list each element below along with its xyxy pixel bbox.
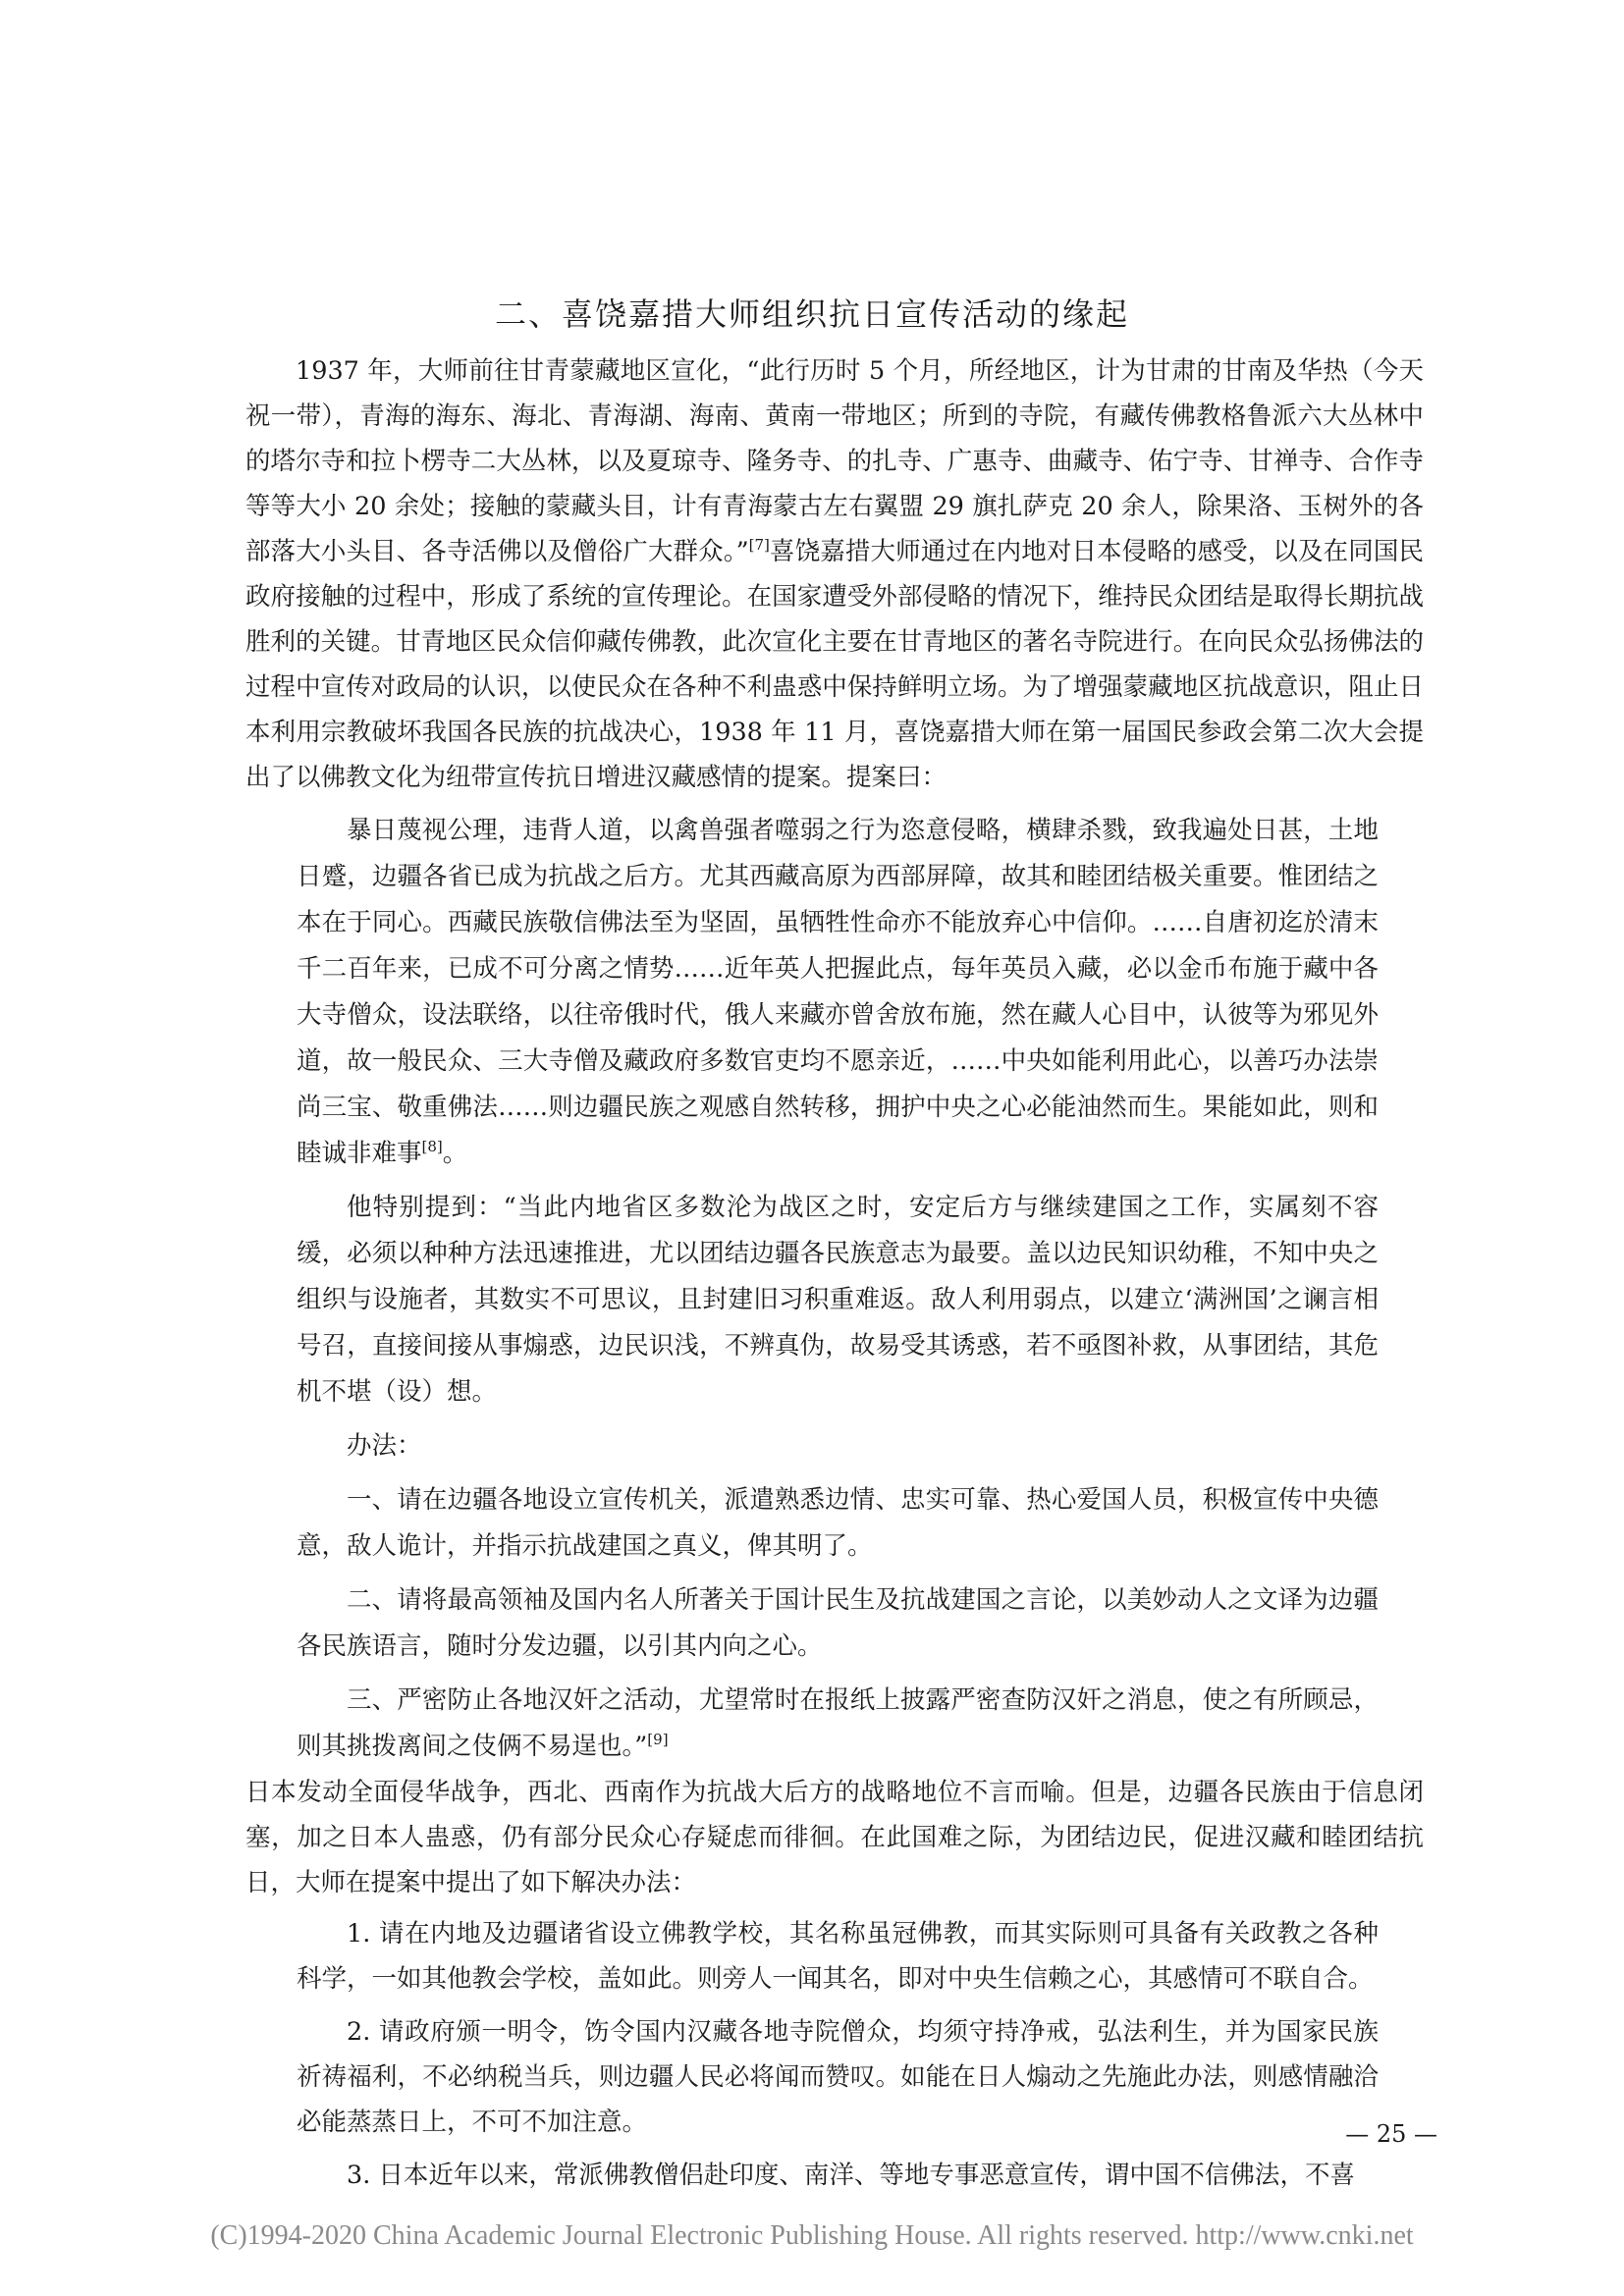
paragraph-1 (245, 348, 1424, 800)
quote-paragraph-3: 办法： (347, 1431, 422, 1461)
list-item-1: 1. 请在内地及边疆诸省设立佛教学校，其名称虽冠佛教，而其实际则可具备有关政教之各种科学，一如其他教会学校，盖如此。则旁人一闻其名，即对中央生信赖之心，其感情可不联自合。 (297, 1919, 1379, 1994)
citation-8: [8] (421, 1138, 443, 1155)
copyright-footer: (C)1994-2020 China Academic Journal Electronic Publishing House. All rights reserved. http://www.cnki.net (210, 2220, 1414, 2251)
article-body (245, 348, 1424, 2206)
quote-paragraph-6 (297, 1678, 1379, 1770)
quote-paragraph-2: 他特别提到：“当此内地省区多数沦为战区之时，安定后方与继续建国之工作，实属刻不容缓，必须以种种方法迅速推进，尤以团结边疆各民族意志为最要。盖以边民知识幼稚，不知中央之组织与设施者，其数实不可思议，且封建旧习积重难返。敌人利用弱点，以建立‘满洲国’之谰言相号召，直接间接从事煽惑，边民识浅，不辨真伪，故易受其诱惑，若不亟图补救，从事团结，其危机不堪（设）想。 (297, 1193, 1379, 1407)
quote-paragraph-4: 一、请在边疆各地设立宣传机关，派遣熟悉边情、忠实可靠、热心爱国人员，积极宣传中央德意，敌人诡计，并指示抗战建国之真义，俾其明了。 (297, 1485, 1379, 1561)
quote-paragraph-1 (297, 808, 1379, 1177)
quote-paragraph-6-text: 三、严密防止各地汉奸之活动，尤望常时在报纸上披露严密查防汉奸之消息，使之有所顾忌，则其挑拨离间之伎俩不易逞也。” (297, 1685, 1379, 1761)
list-item-2: 2. 请政府颁一明令，饬令国内汉藏各地寺院僧众，均须守持净戒，弘法利生，并为国家民族祈祷福利，不必纳税当兵，则边疆人民必将闻而赞叹。如能在日人煽动之先施此办法，则感情融洽必能蒸蒸日上，不可不加注意。 (297, 2017, 1379, 2137)
quote-paragraph-1-text: 暴日蔑视公理，违背人道，以禽兽强者噬弱之行为恣意侵略，横肆杀戮，致我遍处日甚，土地日蹙，边疆各省已成为抗战之后方。尤其西藏高原为西部屏障，故其和睦团结极关重要。惟团结之本在于同心。西藏民族敬信佛法至为坚固，虽牺牲性命亦不能放弃心中信仰。……自唐初迄於清末千二百年来，已成不可分离之情势……近年英人把握此点，每年英员入藏，必以金币布施于藏中各大寺僧众，设法联络，以往帝俄时代，俄人来藏亦曾舍放布施，然在藏人心目中，认彼等为邪见外道，故一般民众、三大寺僧及藏政府多数官吏均不愿亲近，……中央如能利用此心，以善巧办法崇尚三宝、敬重佛法……则边疆民族之观感自然转移，拥护中央之心必能油然而生。果能如此，则和睦诚非难事 (297, 816, 1379, 1168)
quote-paragraph-5: 二、请将最高领袖及国内名人所著关于国计民生及抗战建国之言论，以美妙动人之文译为边疆各民族语言，随时分发边疆，以引其内向之心。 (297, 1585, 1379, 1661)
page-number: — 25 — (1345, 2120, 1437, 2148)
solution-list (297, 1911, 1379, 2198)
paragraph-1-tail: 喜饶嘉措大师通过在内地对日本侵略的感受，以及在同国民政府接触的过程中，形成了系统的宣传理论。在国家遭受外部侵略的情况下，维持民众团结是取得长期抗战胜利的关键。甘青地区民众信仰藏传佛教，此次宣化主要在甘青地区的著名寺院进行。在向民众弘扬佛法的过程中宣传对政局的认识，以使民众在各种不利蛊惑中保持鲜明立场。为了增强蒙藏地区抗战意识，阻止日本利用宗教破坏我国各民族的抗战决心，1938 年 11 月，喜饶嘉措大师在第一届国民参政会第二次大会提出了以佛教文化为纽带宣传抗日增进汉藏感情的提案。提案曰： (245, 537, 1424, 792)
quote-paragraph-1-end: 。 (442, 1139, 468, 1168)
section-title: 二、喜饶嘉措大师组织抗日宣传活动的缘起 (494, 294, 1129, 333)
list-item-3: 3. 日本近年以来，常派佛教僧侣赴印度、南洋、等地专事恶意宣传，谓中国不信佛法，不喜 (347, 2161, 1355, 2190)
paragraph-1-text: 1937 年，大师前往甘青蒙藏地区宣化，“此行历时 5 个月，所经地区，计为甘肃的甘南及华热（今天祝一带），青海的海东、海北、青海湖、海南、黄南一带地区；所到的寺院，有藏传佛教格鲁派六大丛林中的塔尔寺和拉卜楞寺二大丛林，以及夏琼寺、隆务寺、的扎寺、广惠寺、曲藏寺、佑宁寺、甘禅寺、合作寺等等大小 20 余处；接触的蒙藏头目，计有青海蒙古左右翼盟 29 旗扎萨克 20 余人，除果洛、玉树外的各部落大小头目、各寺活佛以及僧俗广大群众。” (245, 356, 1424, 566)
citation-9: [9] (647, 1731, 669, 1748)
proposal-quote (297, 808, 1379, 1770)
paragraph-2: 日本发动全面侵华战争，西北、西南作为抗战大后方的战略地位不言而喻。但是，边疆各民族由于信息闭塞，加之日本人蛊惑，仍有部分民众心存疑虑而徘徊。在此国难之际，为团结边民，促进汉藏和睦团结抗日，大师在提案中提出了如下解决办法： (245, 1778, 1424, 1897)
citation-7: [7] (748, 536, 770, 554)
